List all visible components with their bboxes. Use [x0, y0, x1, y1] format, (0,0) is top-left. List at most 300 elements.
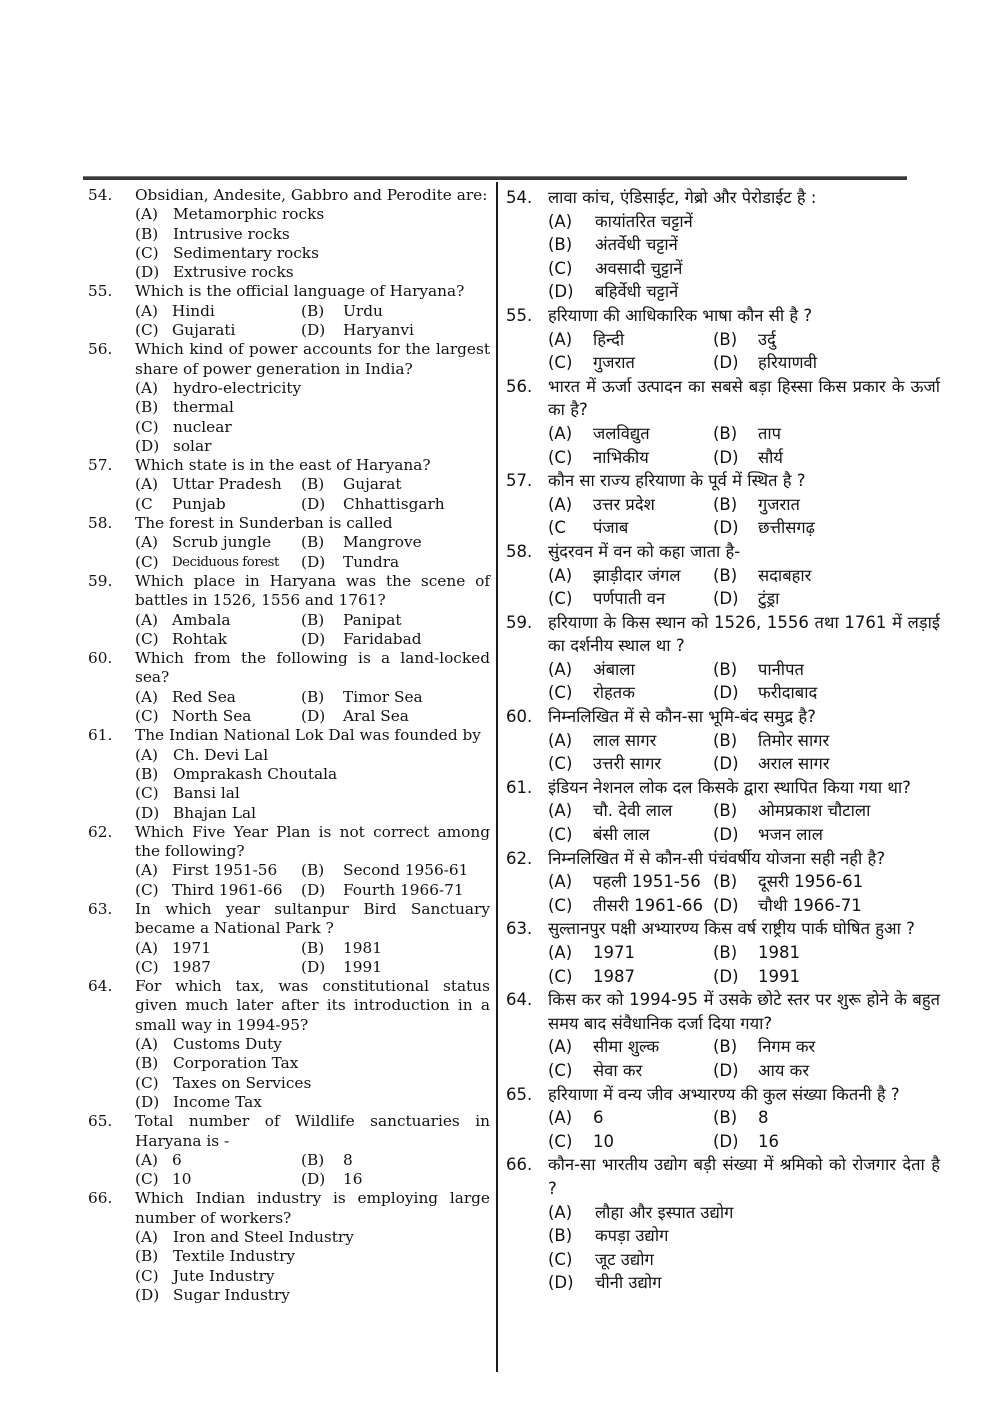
option-text: टुंड्रा: [758, 589, 780, 609]
question-block: [506, 776, 940, 847]
option-text: Timor Sea: [343, 687, 423, 706]
question-block: [506, 847, 940, 918]
options: [135, 1151, 490, 1190]
option-label: (A): [548, 730, 573, 750]
options: [135, 1228, 490, 1305]
option-text: रोहतक: [593, 683, 635, 703]
option-label: (A): [135, 205, 158, 224]
option-row: [135, 418, 490, 437]
option-label: (D): [548, 282, 574, 302]
option-label: (C): [548, 683, 573, 703]
option-text: Corporation Tax: [173, 1054, 299, 1073]
option-pair-row: [548, 870, 940, 894]
question-body: [548, 988, 940, 1082]
question-block: [88, 186, 490, 282]
option-text: Ch. Devi Lal: [173, 745, 269, 764]
option-text: Tundra: [343, 552, 400, 571]
option-pair-row: [135, 939, 490, 958]
option-label: (D): [713, 825, 739, 845]
option-text: ओमप्रकाश चौटाला: [758, 801, 871, 821]
option-text: उत्तरी सागर: [593, 754, 662, 774]
question-number: 55.: [506, 305, 533, 325]
option-label: (A): [548, 1037, 573, 1057]
option-text: हरियाणवी: [758, 353, 818, 373]
option-label: (C): [548, 353, 573, 373]
options: [135, 205, 490, 282]
option-text: 10: [172, 1170, 192, 1189]
option-label: (C): [135, 1266, 159, 1285]
question-text: Which is the official language of Haryana?: [135, 282, 465, 301]
options: [135, 611, 490, 650]
option-pair-row: [135, 475, 490, 494]
option-text: 16: [343, 1170, 363, 1189]
option-label: (C): [135, 957, 159, 976]
question-body: [548, 186, 940, 304]
question-body: [135, 340, 490, 456]
option-text: 8: [343, 1150, 353, 1169]
option-label: (D): [135, 263, 160, 282]
option-row: [548, 1271, 940, 1295]
option-pair-row: [548, 493, 940, 517]
option-text: Taxes on Services: [173, 1073, 312, 1092]
option-text: अवसादी चुट्टानें: [595, 258, 683, 278]
option-label: (C): [135, 321, 159, 340]
option-text: 1971: [593, 943, 635, 962]
option-pair-row: [548, 1106, 940, 1130]
option-text: कायांतरित चट्टानें: [595, 211, 693, 231]
column-divider: [496, 182, 498, 1372]
option-label: (C): [135, 629, 159, 648]
question-text: The forest in Sunderban is called: [135, 514, 393, 533]
option-label: (B): [713, 943, 738, 962]
question-body: [548, 375, 940, 469]
option-pair-row: [548, 752, 940, 776]
question-text: लावा कांच, एंडिसाईट, गेब्रो और पेरोडाईट है :: [548, 188, 817, 207]
option-pair-row: [548, 446, 940, 470]
question-body: [548, 611, 940, 705]
question-number: 66.: [88, 1189, 113, 1208]
option-row: [135, 765, 490, 784]
question-text: सुल्तानपुर पक्षी अभ्यारण्य किस वर्ष राष्ट्रीय पार्क घोषित हुआ ?: [548, 919, 915, 939]
option-text: Extrusive rocks: [173, 263, 294, 282]
option-label: (D): [713, 895, 739, 915]
option-pair-row: [548, 1035, 940, 1059]
question-block: [506, 186, 940, 304]
option-label: (B): [301, 533, 325, 552]
option-pair-row: [135, 688, 490, 707]
question-text: सुंदरवन में वन को कहा जाता है-: [548, 541, 741, 561]
question-body: [135, 1189, 490, 1305]
option-text: कपड़ा उद्योग: [595, 1226, 669, 1246]
option-text: छत्तीसगढ़: [758, 518, 815, 538]
option-label: (A): [135, 687, 158, 706]
option-pair-row: [548, 1059, 940, 1083]
question-number: 58.: [506, 541, 533, 561]
option-label: (A): [548, 659, 573, 679]
option-label: (C): [548, 754, 573, 774]
option-row: [548, 233, 940, 257]
question-block: [506, 469, 940, 540]
option-row: [135, 1035, 490, 1054]
option-text: चौ. देवी लाल: [593, 801, 673, 821]
question-text: Obsidian, Andesite, Gabbro and Perodite are:: [135, 186, 488, 204]
option-pair-row: [135, 553, 490, 572]
question-number: 54.: [506, 188, 533, 207]
question-number: 58.: [88, 514, 113, 533]
options: [548, 493, 940, 540]
option-text: लाल सागर: [593, 730, 657, 750]
question-text: हरियाणा की आधिकारिक भाषा कौन सी है ?: [548, 305, 813, 325]
options: [135, 475, 490, 514]
option-label: (B): [135, 398, 159, 417]
options: [135, 379, 490, 456]
option-pair-row: [135, 1151, 490, 1170]
question-block: [88, 900, 490, 977]
option-text: अंतर्वेधी चट्टानें: [595, 235, 678, 255]
option-text: दूसरी 1956-61: [758, 872, 864, 892]
option-row: [135, 1074, 490, 1093]
option-label: (A): [548, 494, 573, 514]
options: [548, 210, 940, 304]
option-label: (D): [135, 803, 160, 822]
question-number: 64.: [88, 977, 113, 996]
question-block: [88, 572, 490, 649]
option-text: सदाबहार: [758, 565, 812, 585]
option-label: (B): [713, 1037, 738, 1057]
option-label: (D): [301, 957, 326, 976]
option-text: हिन्दी: [593, 329, 625, 349]
question-text: निम्नलिखित में से कौन-सा भूमि-बंद समुद्र है?: [548, 707, 816, 727]
option-label: (B): [713, 565, 738, 585]
question-body: [548, 1083, 940, 1154]
question-number: 63.: [88, 899, 113, 918]
option-label: (D): [301, 494, 326, 513]
option-row: [135, 437, 490, 456]
question-number: 55.: [88, 282, 113, 301]
top-horizontal-rule: [83, 176, 907, 180]
option-text: Ambala: [172, 610, 231, 629]
option-label: (C): [135, 784, 159, 803]
question-body: [135, 649, 490, 726]
option-pair-row: [135, 958, 490, 977]
option-text: 1991: [758, 966, 800, 986]
option-text: 10: [593, 1131, 614, 1151]
question-number: 56.: [506, 376, 533, 396]
option-label: (D): [135, 1285, 160, 1304]
option-pair-row: [548, 941, 940, 965]
option-text: solar: [173, 436, 212, 455]
question-body: [548, 917, 940, 988]
option-text: Metamorphic rocks: [173, 205, 325, 224]
option-text: Omprakash Choutala: [173, 764, 338, 783]
question-block: [88, 514, 490, 572]
question-text: For which tax, was constitutional status given much later after its introduction in a small way in 1994-95?: [135, 977, 490, 1034]
option-pair-row: [548, 328, 940, 352]
option-row: [135, 225, 490, 244]
options: [548, 1106, 940, 1153]
options: [135, 746, 490, 823]
question-block: [88, 340, 490, 456]
option-label: (A): [548, 423, 573, 443]
option-pair-row: [548, 587, 940, 611]
option-row: [135, 1286, 490, 1305]
option-text: Income Tax: [173, 1092, 262, 1111]
option-label: (D): [713, 447, 739, 467]
option-label: (D): [713, 353, 739, 373]
option-label: (B): [713, 423, 738, 443]
question-body: [548, 847, 940, 918]
option-text: Customs Duty: [173, 1035, 282, 1054]
question-body: [135, 456, 490, 514]
option-row: [135, 398, 490, 417]
option-text: भजन लाल: [758, 825, 823, 845]
option-label: (A): [135, 301, 158, 320]
question-text: Which kind of power accounts for the largest share of power generation in India?: [135, 340, 490, 378]
column-hindi: [506, 186, 940, 1295]
question-number: 61.: [506, 777, 533, 797]
option-row: [548, 1248, 940, 1272]
option-label: (D): [713, 966, 739, 986]
option-text: Textile Industry: [173, 1247, 296, 1266]
question-number: 57.: [506, 471, 533, 491]
option-label: (C): [548, 258, 573, 278]
question-text: Which Indian industry is employing large number of workers?: [135, 1189, 490, 1227]
options: [135, 688, 490, 727]
option-text: झाड़ीदार जंगल: [593, 565, 681, 585]
option-text: पर्णपाती वन: [593, 589, 666, 609]
option-label: (D): [713, 518, 739, 538]
option-text: Chhattisgarh: [343, 494, 445, 513]
option-pair-row: [548, 516, 940, 540]
options: [135, 302, 490, 341]
option-label: (B): [135, 224, 159, 243]
question-text: Which state is in the east of Haryana?: [135, 456, 431, 475]
option-text: जलविद्युत: [593, 423, 650, 443]
option-label: (D): [301, 707, 326, 726]
option-text: Fourth 1966-71: [343, 880, 464, 899]
option-pair-row: [135, 321, 490, 340]
option-text: तीसरी 1961-66: [593, 895, 704, 915]
option-text: उर्दु: [758, 329, 776, 349]
option-text: 16: [758, 1131, 779, 1151]
option-text: North Sea: [172, 707, 252, 726]
options: [548, 870, 940, 917]
option-label: (C: [548, 518, 566, 538]
question-number: 62.: [88, 822, 113, 841]
option-label: (D): [301, 880, 326, 899]
question-number: 54.: [88, 186, 113, 204]
options: [548, 422, 940, 469]
option-label: (C): [548, 447, 573, 467]
option-label: (B): [713, 801, 738, 821]
option-label: (D): [135, 1092, 160, 1111]
question-number: 59.: [88, 571, 113, 590]
question-block: [506, 375, 940, 469]
question-block: [506, 705, 940, 776]
option-text: सौर्य: [758, 447, 783, 467]
option-row: [548, 280, 940, 304]
option-label: (C: [135, 494, 153, 513]
option-label: (B): [301, 475, 325, 494]
option-pair-row: [135, 611, 490, 630]
option-text: Faridabad: [343, 629, 422, 648]
option-label: (B): [548, 1226, 573, 1246]
option-pair-row: [548, 799, 940, 823]
question-body: [135, 514, 490, 572]
option-label: (C): [548, 1060, 573, 1080]
option-pair-row: [548, 681, 940, 705]
option-label: (A): [135, 861, 158, 880]
option-label: (B): [301, 861, 325, 880]
option-label: (D): [713, 1131, 739, 1151]
option-text: 8: [758, 1108, 769, 1128]
question-number: 65.: [88, 1112, 113, 1131]
option-label: (C): [135, 1073, 159, 1092]
question-text: Which from the following is a land-locked sea?: [135, 649, 490, 687]
option-row: [135, 1267, 490, 1286]
option-pair-row: [548, 351, 940, 375]
option-label: (A): [135, 533, 158, 552]
options: [135, 533, 490, 572]
option-label: (B): [301, 687, 325, 706]
option-pair-row: [548, 1130, 940, 1154]
option-text: गुजरात: [758, 494, 800, 514]
option-pair-row: [548, 729, 940, 753]
option-label: (A): [548, 1108, 573, 1128]
options: [548, 328, 940, 375]
option-text: 1981: [758, 943, 800, 962]
question-number: 65.: [506, 1084, 533, 1104]
question-body: [135, 572, 490, 649]
option-pair-row: [135, 881, 490, 900]
question-block: [506, 1153, 940, 1295]
question-block: [88, 1112, 490, 1189]
question-number: 64.: [506, 990, 533, 1010]
option-label: (D): [713, 1060, 739, 1080]
option-label: (C): [135, 552, 159, 571]
option-text: Urdu: [343, 301, 383, 320]
option-pair-row: [548, 658, 940, 682]
question-block: [88, 282, 490, 340]
option-text: 6: [593, 1108, 604, 1128]
option-label: (C): [548, 895, 573, 915]
question-text: The Indian National Lok Dal was founded by: [135, 726, 481, 745]
option-pair-row: [135, 495, 490, 514]
option-pair-row: [548, 422, 940, 446]
option-text: Rohtak: [172, 629, 228, 648]
question-block: [88, 456, 490, 514]
option-label: (D): [135, 436, 160, 455]
option-label: (A): [135, 610, 158, 629]
option-text: 6: [172, 1150, 182, 1169]
option-label: (A): [135, 378, 158, 397]
question-block: [88, 726, 490, 822]
option-text: 1971: [172, 938, 211, 957]
option-label: (D): [548, 1273, 574, 1293]
option-text: Deciduous forest: [172, 554, 279, 570]
option-label: (A): [548, 872, 573, 892]
option-label: (D): [301, 552, 326, 571]
option-row: [135, 1054, 490, 1073]
option-text: उत्तर प्रदेश: [593, 494, 655, 514]
option-text: तिमोर सागर: [758, 730, 830, 750]
option-label: (A): [548, 565, 573, 585]
options: [548, 941, 940, 988]
option-text: अंबाला: [593, 659, 635, 679]
option-label: (C): [135, 1170, 159, 1189]
option-label: (C): [548, 966, 573, 986]
question-text: कौन-सा भारतीय उद्योग बड़ी संख्या में श्रमिको को रोजगार देता है ?: [548, 1155, 940, 1198]
option-text: Scrub jungle: [172, 533, 272, 552]
option-text: Aral Sea: [343, 707, 409, 726]
question-number: 60.: [88, 649, 113, 668]
option-text: ताप: [758, 423, 782, 443]
question-block: [506, 988, 940, 1082]
option-label: (C): [135, 243, 159, 262]
option-text: चौथी 1966-71: [758, 895, 862, 915]
question-text: In which year sultanpur Bird Sanctuary became a National Park ?: [135, 899, 490, 938]
option-label: (D): [301, 629, 326, 648]
question-number: 66.: [506, 1155, 533, 1175]
option-label: (A): [548, 1202, 573, 1222]
options: [548, 1035, 940, 1082]
option-text: thermal: [173, 398, 234, 417]
question-text: भारत में ऊर्जा उत्पादन का सबसे बड़ा हिस्सा किस प्रकार के ऊर्जा का है?: [548, 376, 940, 420]
option-row: [548, 1201, 940, 1225]
option-text: Intrusive rocks: [173, 224, 290, 243]
option-text: Jute Industry: [173, 1266, 275, 1285]
question-text: Total number of Wildlife sanctuaries in Haryana is -: [135, 1112, 490, 1150]
option-text: फरीदाबाद: [758, 683, 818, 703]
option-text: Haryanvi: [343, 321, 414, 340]
option-text: Hindi: [172, 301, 215, 320]
option-text: Bansi lal: [173, 784, 240, 803]
question-text: कौन सा राज्य हरियाणा के पूर्व में स्थित है ?: [548, 471, 806, 491]
question-number: 57.: [88, 456, 113, 475]
option-label: (B): [301, 610, 325, 629]
option-label: (C): [135, 417, 159, 436]
option-label: (B): [713, 659, 738, 679]
question-number: 60.: [506, 707, 533, 727]
question-body: [135, 900, 490, 977]
question-body: [135, 726, 490, 822]
question-block: [88, 649, 490, 726]
option-text: Sugar Industry: [173, 1285, 290, 1304]
option-label: (A): [135, 1228, 158, 1247]
options: [135, 939, 490, 978]
question-block: [506, 917, 940, 988]
question-body: [135, 823, 490, 900]
question-number: 62.: [506, 848, 533, 868]
option-label: (C): [548, 825, 573, 845]
option-row: [135, 379, 490, 398]
option-text: लौहा और इस्पात उद्योग: [595, 1202, 734, 1222]
question-block: [506, 304, 940, 375]
option-label: (A): [548, 943, 573, 962]
option-text: 1991: [343, 957, 382, 976]
option-row: [135, 784, 490, 803]
option-label: (C): [548, 1249, 573, 1269]
question-text: Which Five Year Plan is not correct among the following?: [135, 822, 490, 861]
option-pair-row: [548, 564, 940, 588]
option-pair-row: [135, 630, 490, 649]
option-pair-row: [135, 533, 490, 552]
option-text: सेवा कर: [593, 1060, 643, 1080]
option-label: (A): [135, 745, 158, 764]
option-text: चीनी उद्योग: [595, 1273, 662, 1293]
option-row: [135, 1093, 490, 1112]
option-label: (D): [301, 321, 326, 340]
